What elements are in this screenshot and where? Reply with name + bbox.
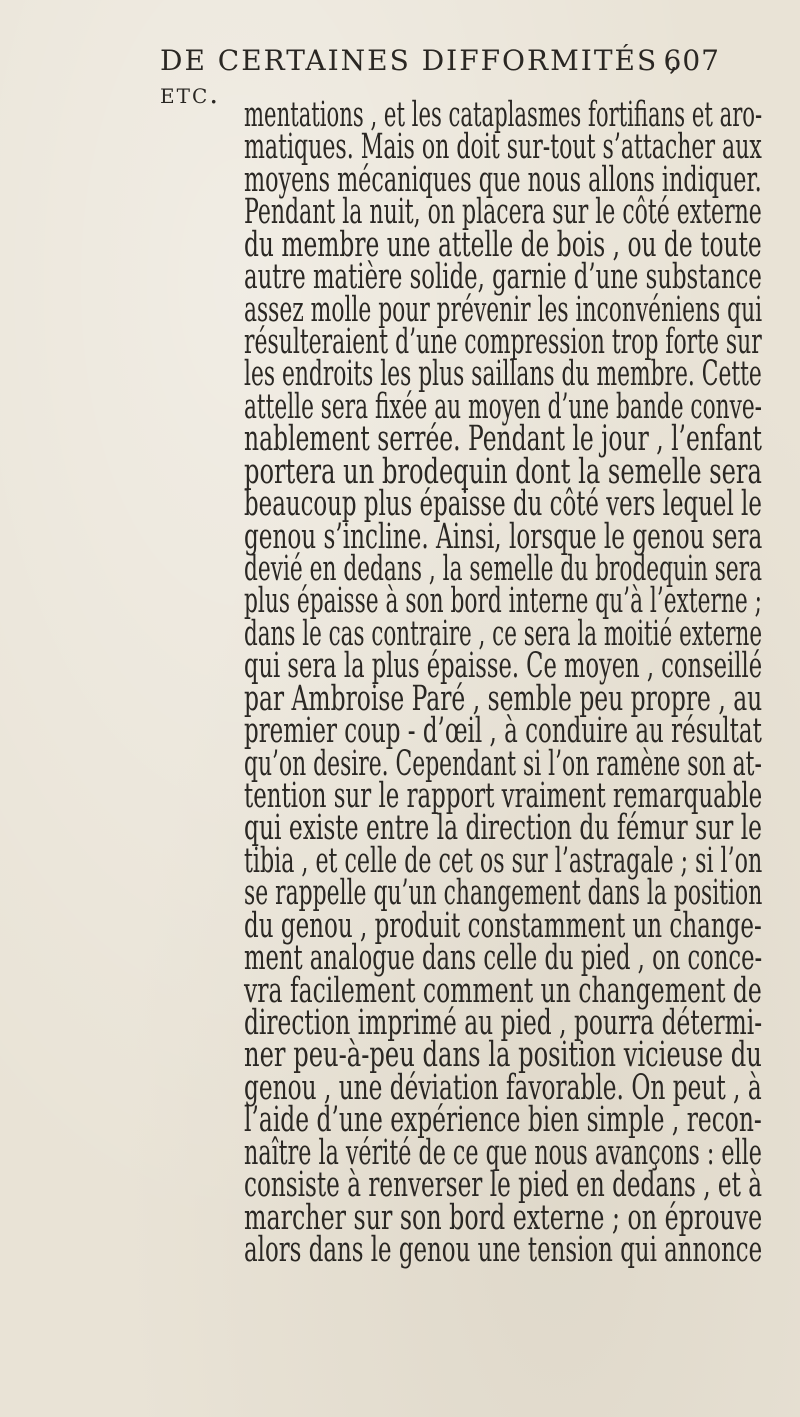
running-head (160, 44, 720, 110)
text-line: résulteraient d’une compression trop forte sur (244, 322, 762, 362)
text-line: vra facilement comment un changement de (244, 970, 762, 1011)
text-line: alors dans le genou une tension qui annonce (244, 1230, 763, 1270)
text-line: beaucoup plus épaisse du côté vers lequel le (244, 484, 762, 525)
text-line: dans le cas contraire , ce sera la moitié externe (244, 613, 763, 654)
text-line: se rappelle qu’un changement dans la position (244, 873, 763, 914)
text-line: mentations , et les cataplasmes fortifians et aro- (244, 95, 763, 135)
text-line: genou s’incline. Ainsi, lorsque le genou sera (244, 516, 763, 557)
text-line: qu’on desire. Cependant si l’on ramène son at- (244, 743, 762, 784)
text-line: tibia , et celle de cet os sur l’astragale ; si l’on (244, 840, 763, 881)
text-line: premier coup - d’œil , à conduire au résultat (244, 711, 762, 752)
text-line: Pendant la nuit, on placera sur le côté externe (244, 192, 762, 233)
text-line: direction imprimé au pied , pourra détermi- (244, 1003, 763, 1043)
text-line: naître la vérité de ce que nous avançons : elle (244, 1132, 762, 1173)
text-line: moyens mécaniques que nous allons indiquer. (244, 159, 762, 200)
text-line: tention sur le rapport vraiment remarquable (244, 776, 763, 816)
text-line: portera un brodequin dont la semelle sera (244, 451, 762, 492)
text-line: du genou , produit constamment un change- (244, 905, 762, 946)
running-head-title: DE CERTAINES DIFFORMITÉS , etc. (160, 44, 680, 110)
text-line: assez molle pour prévenir les inconvéniens qui (244, 289, 763, 330)
page-number: 607 (663, 44, 720, 77)
text-line: plus épaisse à son bord interne qu’à l’externe ; (244, 581, 762, 622)
text-line: matiques. Mais on doit sur-tout s’attacher aux (244, 127, 762, 168)
text-line: nablement serrée. Pendant le jour , l’enfant (244, 419, 762, 460)
text-line: devié en dedans , la semelle du brodequin sera (244, 549, 763, 589)
text-line: du membre une attelle de bois , ou de toute (244, 224, 762, 265)
text-line: ner peu-à-peu dans la position vicieuse du (244, 1035, 762, 1076)
text-line: qui existe entre la direction du fémur sur le (244, 808, 762, 849)
text-line: par Ambroise Paré , semble peu propre , au (244, 678, 763, 719)
text-line: l’aide d’une expérience bien simple , recon- (244, 1100, 762, 1141)
text-line: les endroits les plus saillans du membre. Cette (244, 354, 762, 395)
text-line: marcher sur son bord externe ; on éprouve (244, 1197, 763, 1238)
text-line: attelle sera fixée au moyen d’une bande conve- (244, 386, 763, 427)
text-line: ment analogue dans celle du pied , on conce- (244, 938, 763, 979)
text-line: genou , une déviation favorable. On peut , à (244, 1067, 762, 1108)
text-line: consiste à renverser le pied en dedans , et à (244, 1165, 763, 1206)
text-line: qui sera la plus épaisse. Ce moyen , conseillé (244, 646, 763, 687)
text-line: autre matière solide, garnie d’une substance (244, 257, 762, 298)
